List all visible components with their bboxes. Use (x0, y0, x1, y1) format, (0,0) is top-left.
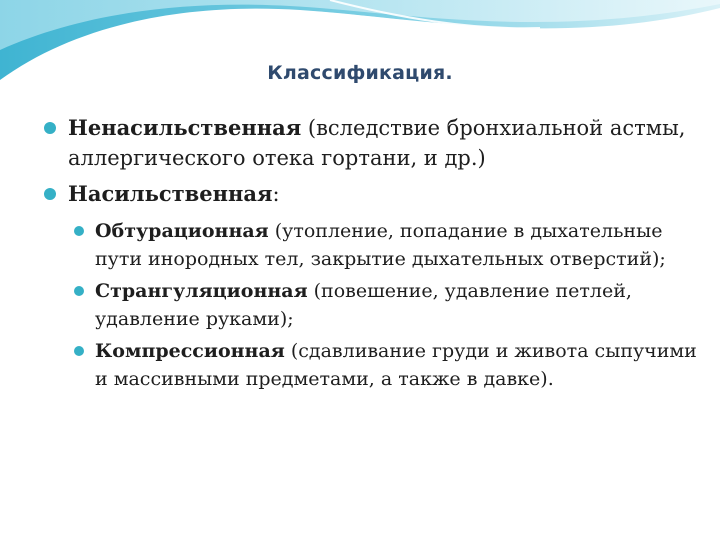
item-term: Обтурационная (95, 220, 269, 242)
bullet-icon (74, 346, 84, 356)
bullet-icon (74, 286, 84, 296)
item-text: (повешение, удавление петлей, удавление руками); (95, 280, 632, 330)
item-term: Насильственная (68, 181, 273, 206)
sub-list-item (74, 277, 704, 333)
item-text: (утопление, попадание в дыхательные пути инородных тел, закрытие дыхательных отверстий); (95, 220, 666, 270)
bullet-icon (74, 226, 84, 236)
header-swoosh-decoration (0, 0, 720, 120)
sub-list-item (74, 337, 704, 393)
item-term: Ненасильственная (68, 115, 302, 140)
item-text: (вследствие бронхиальной астмы, аллергического отека гортани, и др.) (68, 116, 686, 170)
sub-list-item (74, 217, 704, 273)
bullet-list (44, 113, 704, 393)
list-item (44, 113, 704, 173)
slide-title: Классификация. (267, 62, 453, 84)
bullet-icon (44, 122, 56, 134)
bullet-icon (44, 188, 56, 200)
item-text: (сдавливание груди и живота сыпучими и массивными предметами, а также в давке). (95, 340, 697, 390)
item-term: Странгуляционная (95, 280, 308, 302)
list-item (44, 179, 704, 209)
item-term: Компрессионная (95, 340, 285, 362)
item-text: : (272, 182, 280, 206)
